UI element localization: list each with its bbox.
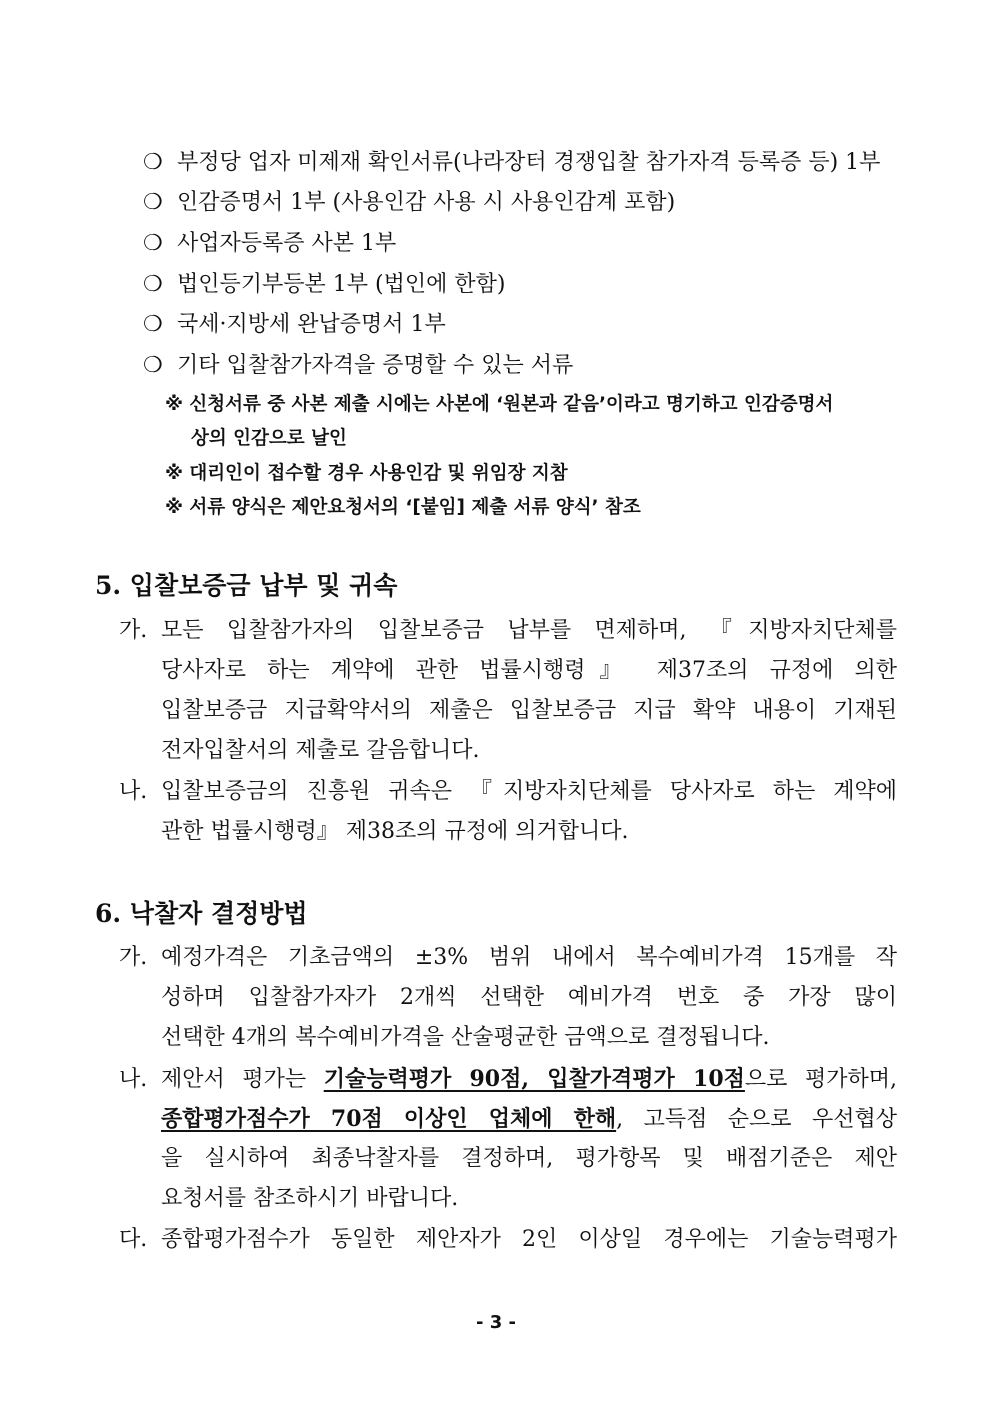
doc-bullet-4: ❍ 법인등기부등본 1부 (법인에 한함): [143, 270, 505, 300]
section-6-title: 6. 낙찰자 결정방법: [95, 899, 308, 928]
circle-bullet-icon: ❍: [143, 312, 163, 337]
section-5-ga-line-4: 전자입찰서의 제출로 갈음합니다.: [161, 738, 480, 763]
section-5-title: 5. 입찰보증금 납부 및 귀속: [95, 571, 398, 600]
section-6-na-line-1: 나. 제안서 평가는 기술능력평가 90점, 입찰가격평가 10점으로 평가하며,: [119, 1066, 898, 1092]
section-5-ga-line-2: 당사자로 하는 계약에 관한 법률시행령』 제37조의 규정에 의한: [161, 658, 897, 683]
doc-bullet-1: ❍ 부정당 업자 미제재 확인서류(나라장터 경쟁입찰 참가자격 등록증 등) 1부: [143, 148, 880, 178]
circle-bullet-icon: ❍: [143, 150, 163, 175]
note-1-line-1: ※ 신청서류 중 사본 제출 시에는 사본에 ‘원본과 같음’이라고 명기하고 인감증명서: [165, 394, 834, 415]
doc-bullet-2: ❍ 인감증명서 1부 (사용인감 사용 시 사용인감계 포함): [143, 188, 675, 218]
section-5-na-line-2: 관한 법률시행령』 제38조의 규정에 의거합니다.: [161, 819, 629, 844]
circle-bullet-icon: ❍: [143, 231, 163, 256]
circle-bullet-icon: ❍: [143, 353, 163, 378]
circle-bullet-icon: ❍: [143, 190, 163, 215]
section-6-ga-line-1: 가. 예정가격은 기초금액의 ±3% 범위 내에서 복수예비가격 15개를 작: [119, 945, 897, 970]
section-6-ga-line-2: 성하며 입찰참가자가 2개씩 선택한 예비가격 번호 중 가장 많이: [161, 985, 897, 1010]
section-6-da-line-1: 다. 종합평가점수가 동일한 제안자가 2인 이상일 경우에는 기술능력평가: [119, 1227, 897, 1252]
section-6-ga-line-3: 선택한 4개의 복수예비가격을 산술평균한 금액으로 결정됩니다.: [161, 1025, 770, 1050]
evaluation-weight-highlight: 기술능력평가 90점, 입찰가격평가 10점: [323, 1066, 745, 1092]
doc-bullet-3: ❍ 사업자등록증 사본 1부: [143, 229, 396, 259]
threshold-highlight: 종합평가점수가 70점 이상인 업체에 한해: [161, 1106, 617, 1132]
section-5-ga-line-3: 입찰보증금 지급확약서의 제출은 입찰보증금 지급 확약 내용이 기재된: [161, 698, 897, 723]
section-6-na-line-2: 종합평가점수가 70점 이상인 업체에 한해, 고득점 순으로 우선협상: [161, 1106, 897, 1132]
note-2: ※ 대리인이 접수할 경우 사용인감 및 위임장 지참: [165, 463, 568, 484]
section-6-na-line-3: 을 실시하여 최종낙찰자를 결정하며, 평가항목 및 배점기준은 제안: [161, 1146, 897, 1171]
doc-bullet-6: ❍ 기타 입찰참가자격을 증명할 수 있는 서류: [143, 351, 573, 381]
note-3: ※ 서류 양식은 제안요청서의 ‘[붙임] 제출 서류 양식’ 참조: [165, 497, 641, 518]
page-number: - 3 -: [476, 1312, 516, 1333]
section-5-ga-line-1: 가. 모든 입찰참가자의 입찰보증금 납부를 면제하며, 『지방자치단체를: [119, 618, 897, 643]
section-6-na-line-4: 요청서를 참조하시기 바랍니다.: [161, 1186, 459, 1211]
section-5-na-line-1: 나. 입찰보증금의 진흥원 귀속은 『지방자치단체를 당사자로 하는 계약에: [119, 779, 897, 804]
doc-bullet-5: ❍ 국세·지방세 완납증명서 1부: [143, 310, 446, 340]
note-1-line-2: 상의 인감으로 날인: [191, 428, 347, 449]
circle-bullet-icon: ❍: [143, 272, 163, 297]
